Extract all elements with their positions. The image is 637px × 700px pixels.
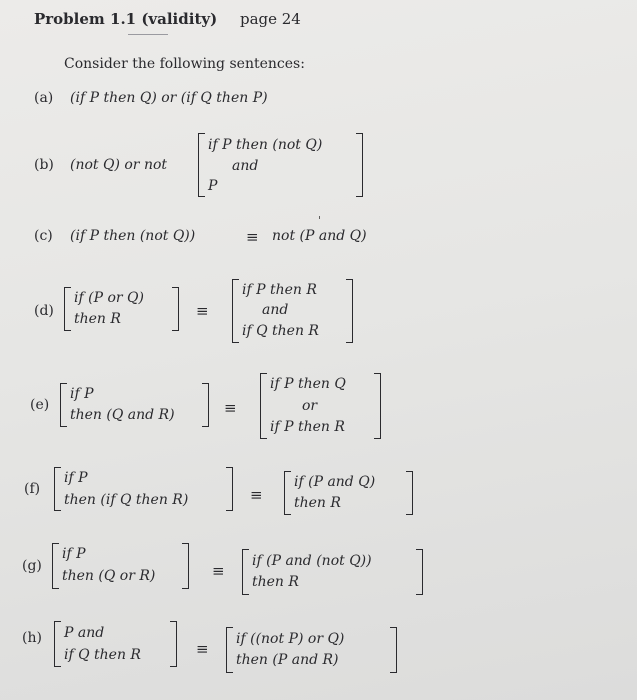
item-h-left-line1: P and <box>64 625 105 641</box>
item-d-left-line1: if (P or Q) <box>74 290 144 306</box>
item-e-right-line1: if P then Q <box>270 376 346 392</box>
item-b-right-line2: and <box>232 158 259 174</box>
item-f-left-bracket-open <box>54 467 61 511</box>
page-number: page 24 <box>239 10 301 28</box>
item-f-right-line1: if (P and Q) <box>294 474 376 490</box>
item-b-right-line3: P <box>208 178 218 194</box>
item-d-right-line3: if Q then R <box>242 323 319 339</box>
item-f-right-bracket-close <box>406 471 413 515</box>
pencil-mark: ' <box>318 214 322 227</box>
item-h-right-bracket-open <box>226 627 233 673</box>
item-g-right-bracket-close <box>416 549 423 595</box>
item-g-right-bracket-open <box>242 549 249 595</box>
item-d-left-bracket-close <box>172 287 179 331</box>
item-c-equiv-symbol: ≡ <box>246 228 259 246</box>
item-h-right-bracket-close <box>390 627 397 673</box>
item-g-left-line1: if P <box>62 546 86 562</box>
item-d-right-bracket-close <box>346 279 353 343</box>
item-h-label: (h) <box>22 630 42 646</box>
item-g-label: (g) <box>22 558 42 574</box>
item-e-left-bracket-open <box>60 383 67 427</box>
item-f-equiv-symbol: ≡ <box>250 486 263 504</box>
item-d-left-line2: then R <box>74 311 121 327</box>
item-b-right-line1: if P then (not Q) <box>208 137 323 153</box>
item-a-label: (a) <box>34 90 54 106</box>
item-b-bracket-right <box>356 133 363 197</box>
problem-header <box>34 10 301 28</box>
problem-title: Problem 1.1 (validity) <box>34 10 218 28</box>
item-h-left-bracket-open <box>54 621 61 667</box>
item-d-label: (d) <box>34 303 54 319</box>
item-d-right-bracket-open <box>232 279 239 343</box>
item-g-right-line1: if (P and (not Q)) <box>252 553 372 569</box>
item-e-right-line3: if P then R <box>270 419 345 435</box>
item-e-right-bracket-open <box>260 373 267 439</box>
item-b-bracket-left <box>198 133 205 197</box>
intro-text: Consider the following sentences: <box>64 56 305 72</box>
item-h-right-line2: then (P and R) <box>236 652 339 668</box>
item-h-left-bracket-close <box>170 621 177 667</box>
item-b-label: (b) <box>34 157 54 173</box>
item-a-sentence: (if P then Q) or (if Q then P) <box>70 90 268 106</box>
item-f-left-bracket-close <box>226 467 233 511</box>
item-e-right-line2: or <box>302 398 318 414</box>
item-g-right-line2: then R <box>252 574 299 590</box>
item-h-equiv-symbol: ≡ <box>196 640 209 658</box>
item-d-right-line1: if P then R <box>242 282 317 298</box>
item-e-right-bracket-close <box>374 373 381 439</box>
item-h-left-line2: if Q then R <box>64 647 141 663</box>
item-c-right: not (P and Q) <box>272 228 367 244</box>
item-d-equiv-symbol: ≡ <box>196 302 209 320</box>
item-b-left: (not Q) or not <box>70 157 168 173</box>
item-f-left-line2: then (if Q then R) <box>64 492 189 508</box>
item-f-right-line2: then R <box>294 495 341 511</box>
item-e-left-line2: then (Q and R) <box>70 407 175 423</box>
item-e-left-line1: if P <box>70 386 94 402</box>
item-g-left-line2: then (Q or R) <box>62 568 156 584</box>
item-c-label: (c) <box>34 228 53 244</box>
item-g-left-bracket-open <box>52 543 59 589</box>
item-d-right-line2: and <box>262 302 289 318</box>
item-d-left-bracket-open <box>64 287 71 331</box>
item-g-left-bracket-close <box>182 543 189 589</box>
item-e-left-bracket-close <box>202 383 209 427</box>
pencil-underline <box>128 34 168 35</box>
item-f-label: (f) <box>24 481 41 497</box>
item-e-equiv-symbol: ≡ <box>224 399 237 417</box>
item-f-left-line1: if P <box>64 470 88 486</box>
item-g-equiv-symbol: ≡ <box>212 562 225 580</box>
item-e-label: (e) <box>30 397 50 413</box>
item-h-right-line1: if ((not P) or Q) <box>236 631 345 647</box>
item-f-right-bracket-open <box>284 471 291 515</box>
item-c-left: (if P then (not Q)) <box>70 228 196 244</box>
